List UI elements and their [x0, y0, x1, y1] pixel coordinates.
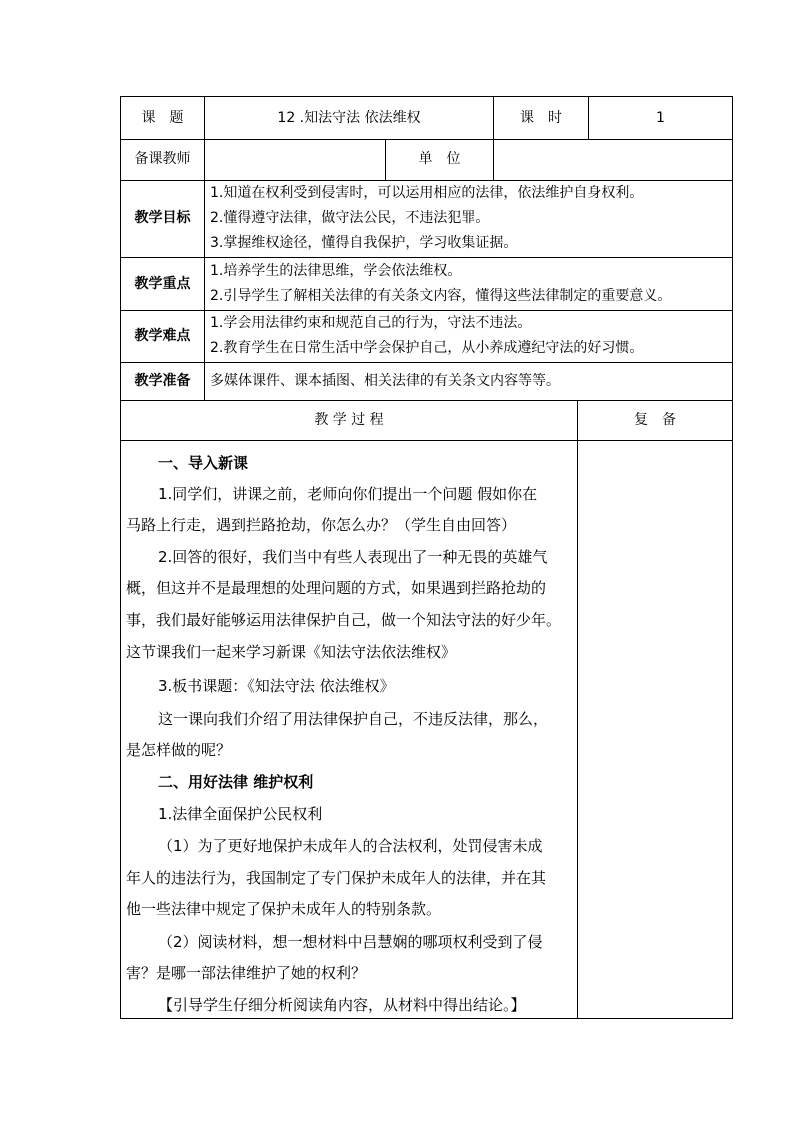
hours-label: 课 时	[520, 110, 562, 126]
key-point-item: 2.引导学生了解相关法律的有关条文内容，懂得这些法律制定的重要意义。	[210, 288, 672, 304]
process-line: 概，但这并不是最理想的处理问题的方式，如果遇到拦路抢劫的	[126, 579, 547, 597]
process-line: 1.同学们，讲课之前，老师向你们提出一个问题 假如你在	[158, 485, 538, 503]
review-header: 复 备	[634, 412, 676, 428]
difficulties-label: 教学难点	[134, 328, 191, 344]
review-column[interactable]	[578, 441, 732, 1018]
goal-item: 1.知道在权利受到侵害时，可以运用相应的法律，依法维护自身权利。	[210, 185, 644, 201]
process-line: （2）阅读材料，想一想材料中吕慧娴的哪项权利受到了侵	[158, 933, 543, 951]
process-line: 【引导学生仔细分析阅读角内容，从材料中得出结论。】	[158, 996, 526, 1014]
process-line: （1）为了更好地保护未成年人的合法权利，处罚侵害未成	[158, 837, 543, 855]
process-line: 2.回答的很好，我们当中有些人表现出了一种无畏的英雄气	[158, 548, 548, 566]
process-line: 年人的违法行为，我国制定了专门保护未成年人的法律，并在其	[126, 869, 547, 887]
process-line: 1.法律全面保护公民权利	[158, 805, 323, 823]
process-line: 害？是哪一部法律维护了她的权利？	[126, 964, 367, 982]
key-point-item: 1.培养学生的法律思维，学会依法维权。	[210, 263, 462, 279]
process-line: 马路上行走，遇到拦路抢劫，你怎么办？（学生自由回答）	[126, 516, 517, 534]
section-heading: 一、导入新课	[158, 454, 249, 472]
difficulty-item: 2.教育学生在日常生活中学会保护自己，从小养成遵纪守法的好习惯。	[210, 340, 644, 356]
teacher-label: 备课教师	[134, 151, 191, 167]
key-points-label: 教学重点	[134, 276, 191, 292]
process-line: 他一些法律中规定了保护未成年人的特别条款。	[126, 900, 442, 918]
hours-value: 1	[656, 110, 665, 126]
process-line: 是怎样做的呢？	[126, 741, 232, 759]
preparation-label: 教学准备	[134, 373, 191, 389]
process-line: 这节课我们一起来学习新课《知法守法依法维权》	[126, 643, 457, 661]
section-heading: 二、用好法律 维护权利	[158, 773, 314, 791]
goal-item: 3.掌握维权途径，懂得自我保护，学习收集证据。	[210, 235, 518, 251]
goal-item: 2.懂得遵守法律，做守法公民，不违法犯罪。	[210, 210, 490, 226]
goals-label: 教学目标	[134, 210, 191, 226]
unit-label: 单 位	[418, 151, 461, 167]
topic-value: 12 .知法守法 依法维权	[277, 110, 421, 126]
process-line: 这一课向我们介绍了用法律保护自己，不违反法律，那么，	[158, 710, 549, 728]
difficulty-item: 1.学会用法律约束和规范自己的行为，守法不违法。	[210, 315, 532, 331]
preparation-value: 多媒体课件、课本插图、相关法律的有关条文内容等等。	[210, 373, 560, 389]
topic-label: 课 题	[141, 110, 184, 126]
process-line: 3.板书课题：《知法守法 依法维权》	[158, 677, 395, 695]
process-line: 事，我们最好能够运用法律保护自己，做一个知法守法的好少年。	[126, 611, 562, 629]
process-header: 教 学 过 程	[314, 412, 384, 428]
